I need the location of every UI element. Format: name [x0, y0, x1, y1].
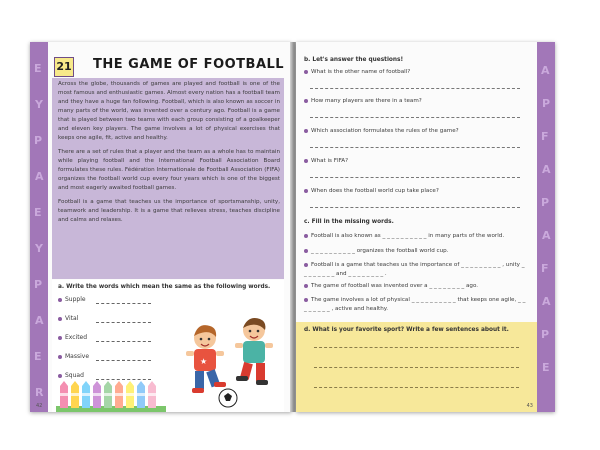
page-title: THE GAME OF FOOTBALL	[93, 57, 285, 72]
strip-letter: R	[35, 386, 44, 399]
fill-blank-item[interactable]	[304, 282, 528, 291]
word-item	[58, 353, 89, 360]
strip-letter: A	[35, 314, 44, 327]
bullet-icon	[58, 298, 62, 302]
strip-letter: F	[541, 262, 549, 275]
bullet-icon	[58, 374, 62, 378]
answer-line[interactable]	[96, 360, 151, 361]
strip-letter: E	[34, 62, 42, 75]
question-text: How many players are there in a team?	[311, 98, 422, 104]
left-page-number: 42	[36, 403, 43, 409]
strip-letter: E	[34, 206, 42, 219]
bullet-icon	[304, 234, 308, 238]
fill-blank-text: The game involves a lot of physical _ _ _ _ _ _ _ _ _ _ that keeps one agile, _ _ _ _ _ _ _ _ , active and healthy.	[304, 297, 526, 312]
answer-line[interactable]	[310, 207, 520, 208]
right-decorative-strip	[537, 42, 555, 412]
strip-letter: E	[34, 350, 42, 363]
strip-letter: P	[542, 97, 551, 110]
svg-text:★: ★	[200, 357, 208, 366]
word-label: Supple	[65, 296, 86, 303]
question-item	[304, 128, 534, 134]
fence-illustration	[56, 380, 166, 412]
answer-line[interactable]	[96, 322, 151, 323]
question-text: What is FIFA?	[311, 158, 349, 164]
bullet-icon	[304, 249, 308, 253]
strip-letter: P	[34, 134, 43, 147]
strip-letter: F	[541, 130, 549, 143]
passage-paragraph: There are a set of rules that a player and the team as a whole has to maintain while playing football and the International Football Association Board formulates these rules. Fédération Internationale de Football Association (FIFA) organizes the football world cup every four years which is one of the biggest and most eagerly awaited football games.	[58, 149, 280, 191]
word-label: Squad	[65, 372, 84, 379]
fill-blank-item[interactable]	[304, 261, 528, 278]
fill-blank-item[interactable]	[304, 296, 528, 313]
left-page	[30, 42, 292, 412]
question-text: When does the football world cup take place?	[311, 188, 439, 194]
strip-letter: P	[541, 196, 550, 209]
word-item	[58, 296, 86, 303]
word-label: Excited	[65, 334, 88, 341]
answer-line[interactable]	[310, 88, 520, 89]
fill-blank-item[interactable]	[304, 232, 528, 241]
fill-blank-item[interactable]	[304, 247, 528, 256]
answer-line[interactable]	[96, 303, 151, 304]
bullet-icon	[58, 317, 62, 321]
question-item	[304, 69, 534, 75]
question-text: Which association formulates the rules of the game?	[311, 128, 459, 134]
reading-passage	[52, 78, 284, 279]
synonym-exercise	[52, 280, 284, 412]
question-item	[304, 98, 534, 104]
right-page	[296, 42, 555, 412]
bullet-icon	[304, 263, 308, 267]
question-item	[304, 158, 534, 164]
word-label: Massive	[65, 353, 90, 360]
strip-letter: A	[541, 64, 550, 77]
answer-line[interactable]	[310, 117, 520, 118]
writing-line[interactable]	[314, 367, 519, 368]
bullet-icon	[304, 284, 308, 288]
word-item	[58, 334, 87, 341]
unit-number-badge: 21	[54, 57, 74, 77]
bullet-icon	[58, 336, 62, 340]
left-decorative-strip	[30, 42, 48, 412]
kids-playing-football-illustration	[170, 316, 282, 412]
open-workbook	[30, 42, 555, 412]
fill-blank-text: Football is also known as _ _ _ _ _ _ _ _ _ _ in many parts of the world.	[311, 233, 505, 239]
strip-letter: Y	[35, 242, 43, 255]
writing-prompt-box	[296, 322, 537, 412]
passage-paragraph: Football is a game that teaches us the importance of sportsmanship, unity, teamwork and leadership. It is a game that relieves stress, teaches discipline and calms and relaxes.	[58, 199, 280, 223]
bullet-icon	[304, 298, 308, 302]
strip-letter: P	[34, 278, 43, 291]
passage-paragraph: Across the globe, thousands of games are played and football is one of the most famous and enthusiastic games. Almost every nation has a football team and they have a huge fan following. Football, which is also known as soccer in many parts of the world, was invented over a century ago. Football is a game that is played between two teams with each group consisting of a goalkeeper and eleven key players. The game involves a lot of physical exercises that keeps one agile, fit, active and healthy.	[58, 81, 280, 141]
fill-blank-text: Football is a game that teaches us the importance of _ _ _ _ _ _ _ _ _ , unity _ _ _ _ _ _ _ _ and _ _ _ _ _ _ _ _ .	[304, 262, 525, 277]
fill-blank-text: _ _ _ _ _ _ _ _ _ _ organizes the football world cup.	[311, 248, 449, 254]
exercise-a-heading: a. Write the words which mean the same as the following words.	[58, 284, 271, 290]
bullet-icon	[304, 189, 308, 193]
exercise-d-heading: d. What is your favorite sport? Write a few sentences about it.	[304, 327, 509, 333]
strip-letter: A	[35, 170, 44, 183]
bullet-icon	[304, 70, 308, 74]
question-text: What is the other name of football?	[311, 69, 411, 75]
fill-blank-text: The game of football was invented over a _ _ _ _ _ _ _ _ ago.	[311, 283, 479, 289]
word-item	[58, 315, 78, 322]
strip-letter: A	[542, 229, 551, 242]
strip-letter: P	[541, 328, 550, 341]
bullet-icon	[304, 99, 308, 103]
strip-letter: E	[542, 361, 550, 374]
answer-line[interactable]	[310, 177, 520, 178]
exercise-c-heading: c. Fill in the missing words.	[304, 219, 394, 225]
right-page-number: 43	[526, 403, 533, 409]
writing-line[interactable]	[314, 347, 519, 348]
answer-line[interactable]	[310, 147, 520, 148]
exercise-b-heading: b. Let's answer the questions!	[304, 57, 404, 63]
word-label: Vital	[65, 315, 79, 322]
bullet-icon	[58, 355, 62, 359]
writing-line[interactable]	[314, 387, 519, 388]
bullet-icon	[304, 129, 308, 133]
strip-letter: Y	[35, 98, 43, 111]
word-item	[58, 372, 84, 379]
strip-letter: A	[542, 295, 551, 308]
strip-letter: A	[542, 163, 551, 176]
question-item	[304, 188, 534, 194]
bullet-icon	[304, 159, 308, 163]
answer-line[interactable]	[96, 341, 151, 342]
